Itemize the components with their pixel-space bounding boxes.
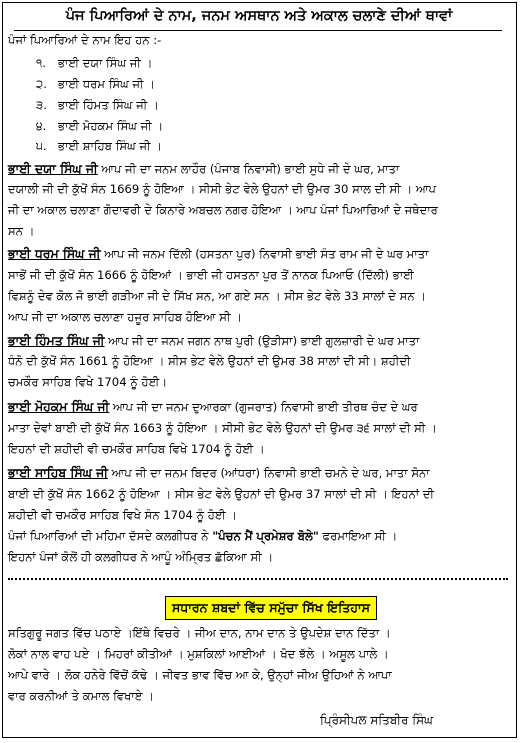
history-line: ਵਾਰ ਕਰਨੀਆਂ ਤੇ ਕਮਾਲ ਵਿਖਾਏ । (8, 689, 154, 703)
bio-text: ਆਪ ਜੀ ਦਾ ਜਨਮ ਲਾਹੌਰ (ਪੰਜਾਬ ਨਿਵਾਸੀ) ਭਾਈ ਸੁਧੇ ਜੀ ਦੇ ਘਰ, ਮਾਤਾ (97, 162, 400, 176)
bio-mohkam-line: ਇਹਨਾਂ ਦੀ ਸ਼ਹੀਦੀ ਵੀ ਚਮਕੌਰ ਸਾਹਿਬ ਵਿਖੇ 1704 ਨੂੰ ਹੋਈ । (8, 442, 265, 456)
list-item (36, 137, 162, 156)
list-text: ਭਾਈ ਹਿੰਮਤ ਸਿੰਘ ਜੀ । (58, 98, 159, 112)
list-number: ੧. (36, 56, 46, 70)
bio-text: ਆਪ ਜੀ ਜਨਮ ਦਿੱਲੀ (ਹਸਤਨਾ ਪੁਰ) ਨਿਵਾਸੀ ਭਾਈ ਸੰਤ ਰਾਮ ਜੀ ਦੇ ਘਰ ਮਾਤਾ (100, 247, 429, 261)
bio-mohkam-line: ਮਾਤਾ ਦੇਵਾਂ ਬਾਈ ਦੀ ਕੁੱਖੋਂ ਸੰਨ 1663 ਨੂੰ ਹੋਇਆ । ਸੀਸੀ ਭੇਟ ਵੇਲੇ ਉਹਨਾਂ ਦੀ ਉਮਰ ੩੬ ਸਾਲਾਂ ਦੀ ਸੀ । (8, 421, 437, 435)
list-text: ਭਾਈ ਮੋਹਕਮ ਸਿੰਘ ਜੀ । (58, 119, 164, 133)
bio-dharam-line (8, 244, 428, 264)
list-item (36, 117, 163, 136)
bio-text: ਆਪ ਜੀ ਦਾ ਜਨਮ ਦੁਆਰਕਾ (ਗੁਜਰਾਤ) ਨਿਵਾਸੀ ਭਾਈ ਤੀਰਥ ਚੰਦ ਦੇ ਘਰ (109, 400, 418, 414)
closing-line: ਇਹਨਾਂ ਪੰਜਾਂ ਕੋਲੋਂ ਹੀ ਕਲਗੀਧਰ ਨੇ ਆਪੂੰ ਅੰਮ੍ਰਿਤ ਛੱਕਿਆ ਸੀ । (8, 550, 274, 564)
bio-sahib-line: ਸ਼ਹੀਦੀ ਵੀ ਚਮਕੌਰ ਸਾਹਿਬ ਵਿਖੇ ਸੰਨ 1704 ਨੂੰ ਹੋਈ । (8, 508, 238, 522)
bio-sahib-name: ਭਾਈ ਸਾਹਿਬ ਸਿੰਘ ਜੀ (8, 465, 108, 480)
history-banner: ਸਧਾਰਨ ਸ਼ਬਦਾਂ ਵਿੱਚ ਸਮੁੱਚਾ ਸਿੱਖ ਇਤਿਹਾਸ (165, 596, 377, 620)
bio-mohkam-line (8, 397, 418, 417)
history-line: ਸਤਿਗੁਰੂ ਜਗਤ ਵਿੱਚ ਪਠਾਏ ।ਇੱਥੇ ਵਿਚਰੇ । ਜੀਅ ਦਾਨ, ਨਾਮ ਦਾਨ ਤੇ ਉਪਦੇਸ਼ ਦਾਨ ਦਿੱਤਾ । (8, 626, 391, 640)
dotted-divider (8, 578, 508, 580)
list-number: ੨. (36, 77, 47, 91)
bio-daya-line: ਜੀ ਦਾ ਅਕਾਲ ਚਲਾਣਾ ਗੋਦਾਵਰੀ ਦੇ ਕਿਨਾਰੇ ਅਬਚਲ ਨਗਰ ਹੋਇਆ । ਆਪ ਪੰਜਾਂ ਪਿਆਰਿਆਂ ਦੇ ਜਥੇਦਾਰ (8, 203, 438, 217)
bio-daya-line: ਦਯਾਲੀ ਜੀ ਦੀ ਕੁੱਖੋਂ ਸੰਨ 1669 ਨੂੰ ਹੋਇਆ । ਸੀਸੀ ਭੇਟ ਵੇਲੇ ਉਹਨਾਂ ਦੀ ਉਮਰ 30 ਸਾਲ ਦੀ ਸੀ । ਆਪ (8, 182, 437, 196)
bio-text: ਆਪ ਜੀ ਦਾ ਜਨਮ ਜਗਨ ਨਾਥ ਪੁਰੀ (ਉੜੀਸਾ) ਭਾਈ ਗੁਲਜ਼ਾਰੀ ਦੇ ਘਰ ਮਾਤਾ (104, 334, 420, 348)
bio-himmat-name: ਭਾਈ ਹਿੰਮਤ ਸਿੰਘ ਜੀ (8, 333, 105, 348)
bio-daya-line: ਸਨ । (8, 224, 35, 238)
list-text: ਭਾਈ ਸ਼ਾਹਿਬ ਸਿੰਘ ਜੀ । (58, 139, 163, 153)
signature: ਪ੍ਰਿੰਸੀਪਲ ਸਤਿਬੀਰ ਸਿੰਘ (320, 713, 433, 727)
bio-dharam-line: ਸਾਭੋਂ ਜੀ ਦੀ ਕੁੱਖੋਂ ਸੰਨ 1666 ਨੂੰ ਹੋਇਆਂ । ਭਾਈ ਜੀ ਹਸਤਨਾ ਪੁਰ ਤੋਂ ਨਾਨਕ ਪਿਆਓ (ਦਿੱਲੀ) ਭਾਈ (8, 268, 414, 282)
bio-daya-line (8, 159, 399, 179)
bio-himmat-line: ਚਮਕੌਰ ਸਾਹਿਬ ਵਿਖੇ 1704 ਨੂੰ ਹੋਈ। (8, 375, 168, 389)
list-item (36, 96, 159, 115)
list-number: ੩. (36, 98, 47, 112)
closing-text: ਪੰਜਾਂ ਪਿਆਰਿਆਂ ਦੀ ਮਹਿਮਾ ਦੱਸਦੇ ਕਲਗੀਧਰ ਨੇ (8, 529, 213, 543)
list-number: ੫. (36, 139, 47, 153)
bio-dharam-line: ਆਪ ਜੀ ਦਾ ਅਕਾਲ ਚਲਾਣਾ ਹਜੂਰ ਸਾਹਿਬ ਹੋਇਆ ਸੀ । (8, 310, 243, 324)
closing-line (8, 527, 397, 546)
bio-dharam-name: ਭਾਈ ਧਰਮ ਸਿੰਘ ਜੀ (8, 246, 101, 261)
intro-text: ਪੰਜਾਂ ਪਿਆਰਿਆਂ ਦੇ ਨਾਮ ਇਹ ਹਨ :- (8, 33, 162, 47)
closing-quote: "ਪੰਚਨ ਮੈਂ ਪ੍ਰਮੇਸ਼ਰ ਬੋਲੇ" (212, 529, 319, 543)
list-item (36, 54, 152, 73)
bio-himmat-line: ਧੰਨੋ ਦੀ ਕੁੱਖੋਂ ਸੰਨ 1661 ਨੂੰ ਹੋਇਆ । ਸੀਸ ਭੇਟ ਵੇਲੇ ਉਹਨਾਂ ਦੀ ਉਮਰ 38 ਸਾਲਾਂ ਦੀ ਸੀ। ਸ਼ਹੀਦੀ (8, 354, 411, 368)
list-item (36, 75, 155, 94)
bio-sahib-line (8, 463, 430, 483)
list-text: ਭਾਈ ਧਰਮ ਸਿੰਘ ਜੀ । (58, 77, 155, 91)
list-text: ਭਾਈ ਦਯਾ ਸਿੰਘ ਜੀ । (58, 56, 153, 70)
history-line: ਆਪੇ ਵਾਰੇ । ਲੋਕ ਹਨੇਰੇ ਵਿੱਚੋਂ ਕੱਢੇ । ਜੀਵਤ ਭਾਵ ਵਿੱਚ ਆ ਕੇ, ਉਨ੍ਹਾਂ ਜੀਅ ਉਹਿਆਂ ਨੇ ਆਪਾ (8, 668, 392, 682)
history-line: ਲੋਕਾਂ ਨਾਲ ਵਾਹ ਪਏ । ਮਿਹਰਾਂ ਕੀਤੀਆਂ । ਮੁਸ਼ਕਿਲਾਂ ਆਈਆਂ । ਖੋਦ ਝੱਲੇ । ਅਸੂਲ ਪਾਲੇ । (8, 647, 389, 661)
closing-text: ਫਰਮਾਇਆ ਸੀ । (318, 529, 398, 543)
bio-text: ਆਪ ਜੀ ਦਾ ਜਨਮ ਬਿਦਰ (ਆਂਧਰਾ) ਨਿਵਾਸੀ ਭਾਈ ਚਮਨੇ ਦੇ ਘਰ, ਮਾਤਾ ਸੋਨਾ (108, 466, 430, 480)
bio-mohkam-name: ਭਾਈ ਮੋਹਕਮ ਸਿੰਘ ਜੀ (8, 399, 110, 414)
bio-dharam-line: ਵਿਸ਼ਨੂੰ ਦੇਵ ਕੋਲ ਜੋ ਭਾਈ ਗੜੀਆ ਜੀ ਦੇ ਸਿੱਖ ਸਨ, ਆ ਗਏ ਸਨ । ਸੀਸ ਭੇਟ ਵੇਲੇ 33 ਸਾਲਾਂ ਦੇ ਸਨ । (8, 289, 427, 303)
bio-sahib-line: ਬਾਈ ਦੀ ਕੁੱਖੋਂ ਸੰਨ 1662 ਨੂੰ ਹੋਇਆ । ਸੀਸ ਭੇਟ ਵੇਲੇ ਉਹਨਾਂ ਦੀ ਉਮਰ 37 ਸਾਲਾਂ ਦੀ ਸੀ । ਇਹਨਾਂ ਦੀ (8, 487, 435, 501)
bio-himmat-line (8, 331, 419, 351)
page-title: ਪੰਜ ਪਿਆਰਿਆਂ ਦੇ ਨਾਮ, ਜਨਮ ਅਸਥਾਨ ਅਤੇ ਅਕਾਲ ਚਲਾਣੇ ਦੀਆਂ ਥਾਵਾਂ (65, 8, 453, 24)
list-number: ੪. (36, 119, 47, 133)
bio-daya-name: ਭਾਈ ਦਯਾ ਸਿੰਘ ਜੀ (8, 161, 98, 176)
